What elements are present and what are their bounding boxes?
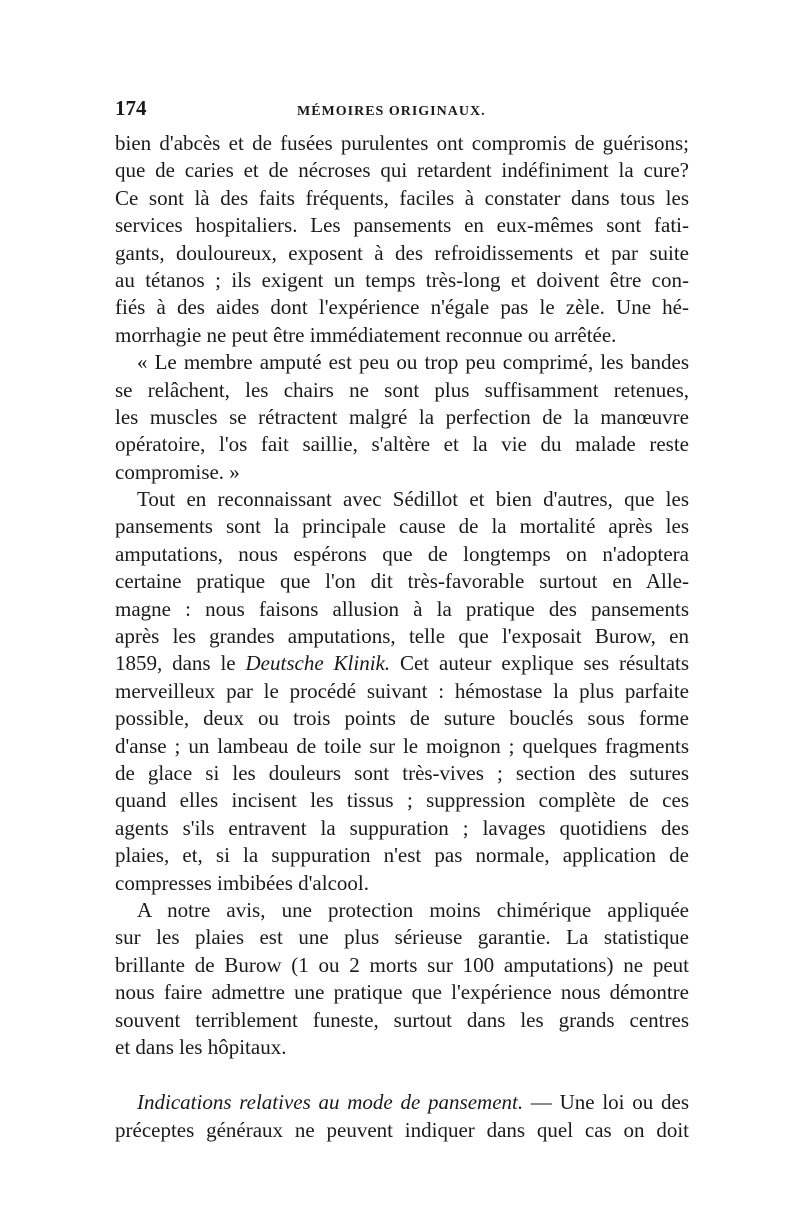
text-line: après les grandes amputations, telle que l'exposait Burow, en <box>115 624 689 649</box>
text-fragment: Cet auteur explique ses résultats <box>390 651 690 676</box>
text-line: opératoire, l'os fait saillie, s'altère et la vie du malade reste <box>115 432 689 457</box>
text-line: A notre avis, une protection moins chimérique appliquée <box>137 897 689 922</box>
paragraph-4 <box>115 897 689 1061</box>
text-line: pansements sont la principale cause de la mortalité après les <box>115 514 689 539</box>
text-line: compromise. » <box>115 459 240 484</box>
text-line: bien d'abcès et de fusées purulentes ont compromis de guérisons; <box>115 131 689 155</box>
text-line: services hospitaliers. Les pansements en eux-mêmes sont fati- <box>115 213 689 238</box>
page-number: 174 <box>115 96 147 120</box>
text-line-with-citation <box>115 650 689 677</box>
text-line: d'anse ; un lambeau de toile sur le moignon ; quelques fragments <box>115 733 689 758</box>
text-line: souvent terriblement funeste, surtout dans les grands centres <box>115 1007 689 1032</box>
text-fragment: 1859, dans le <box>115 651 236 676</box>
text-line: plaies, et, si la suppuration n'est pas normale, application de <box>115 843 689 868</box>
text-line: certaine pratique que l'on dit très-favorable surtout en Alle- <box>115 569 689 594</box>
text-line: et dans les hôpitaux. <box>115 1034 287 1059</box>
text-line: brillante de Burow (1 ou 2 morts sur 100 amputations) ne peut <box>115 952 689 977</box>
page-header <box>115 96 689 130</box>
text-line: « Le membre amputé est peu ou trop peu comprimé, les bandes <box>137 350 689 375</box>
paragraph-3 <box>115 486 689 897</box>
text-line: amputations, nous espérons que de longtemps on n'adoptera <box>115 541 689 566</box>
text-line: se relâchent, les chairs ne sont plus suffisamment retenues, <box>115 377 689 402</box>
text-line: que de caries et de nécroses qui retardent indéfiniment la cure? <box>115 158 689 183</box>
text-line: les muscles se rétractent malgré la perfection de la manœuvre <box>115 404 689 429</box>
text-line: possible, deux ou trois points de suture bouclés sous forme <box>115 706 689 731</box>
section-heading-line <box>115 1089 689 1116</box>
text-line: magne : nous faisons allusion à la pratique des pansements <box>115 596 689 621</box>
text-line: au tétanos ; ils exigent un temps très-long et doivent être con- <box>115 267 689 292</box>
text-line: compresses imbibées d'alcool. <box>115 870 369 895</box>
running-title: MÉMOIRES ORIGINAUX. <box>297 104 486 119</box>
text-line: gants, douloureux, exposent à des refroidissements et par suite <box>115 240 689 265</box>
section-gap <box>115 1061 689 1089</box>
text-line: quand elles incisent les tissus ; suppression complète de ces <box>115 788 689 813</box>
text-line: préceptes généraux ne peuvent indiquer dans quel cas on doit <box>115 1117 689 1142</box>
journal-title: Deutsche Klinik. <box>245 651 391 676</box>
paragraph-1 <box>115 130 689 349</box>
paragraph-2-quotation <box>115 349 689 486</box>
text-line: sur les plaies est une plus sérieuse garantie. La statistique <box>115 925 689 950</box>
text-line: merveilleux par le procédé suivant : hémostase la plus parfaite <box>115 678 689 703</box>
text-line: fiés à des aides dont l'expérience n'égale pas le zèle. Une hé- <box>115 295 689 320</box>
book-page <box>115 96 689 1144</box>
text-line: Tout en reconnaissant avec Sédillot et bien d'autres, que les <box>137 487 689 512</box>
text-line: agents s'ils entravent la suppuration ; lavages quotidiens des <box>115 815 689 840</box>
text-line: morrhagie ne peut être immédiatement reconnue ou arrêtée. <box>115 322 617 347</box>
text-fragment: — Une loi ou des <box>523 1090 689 1115</box>
section-heading: Indications relatives au mode de pansement. <box>137 1090 524 1115</box>
paragraph-5-section <box>115 1089 689 1144</box>
text-line: Ce sont là des faits fréquents, faciles à constater dans tous les <box>115 185 689 210</box>
text-line: nous faire admettre une pratique que l'expérience nous démontre <box>115 980 689 1005</box>
text-line: de glace si les douleurs sont très-vives ; section des sutures <box>115 760 689 785</box>
